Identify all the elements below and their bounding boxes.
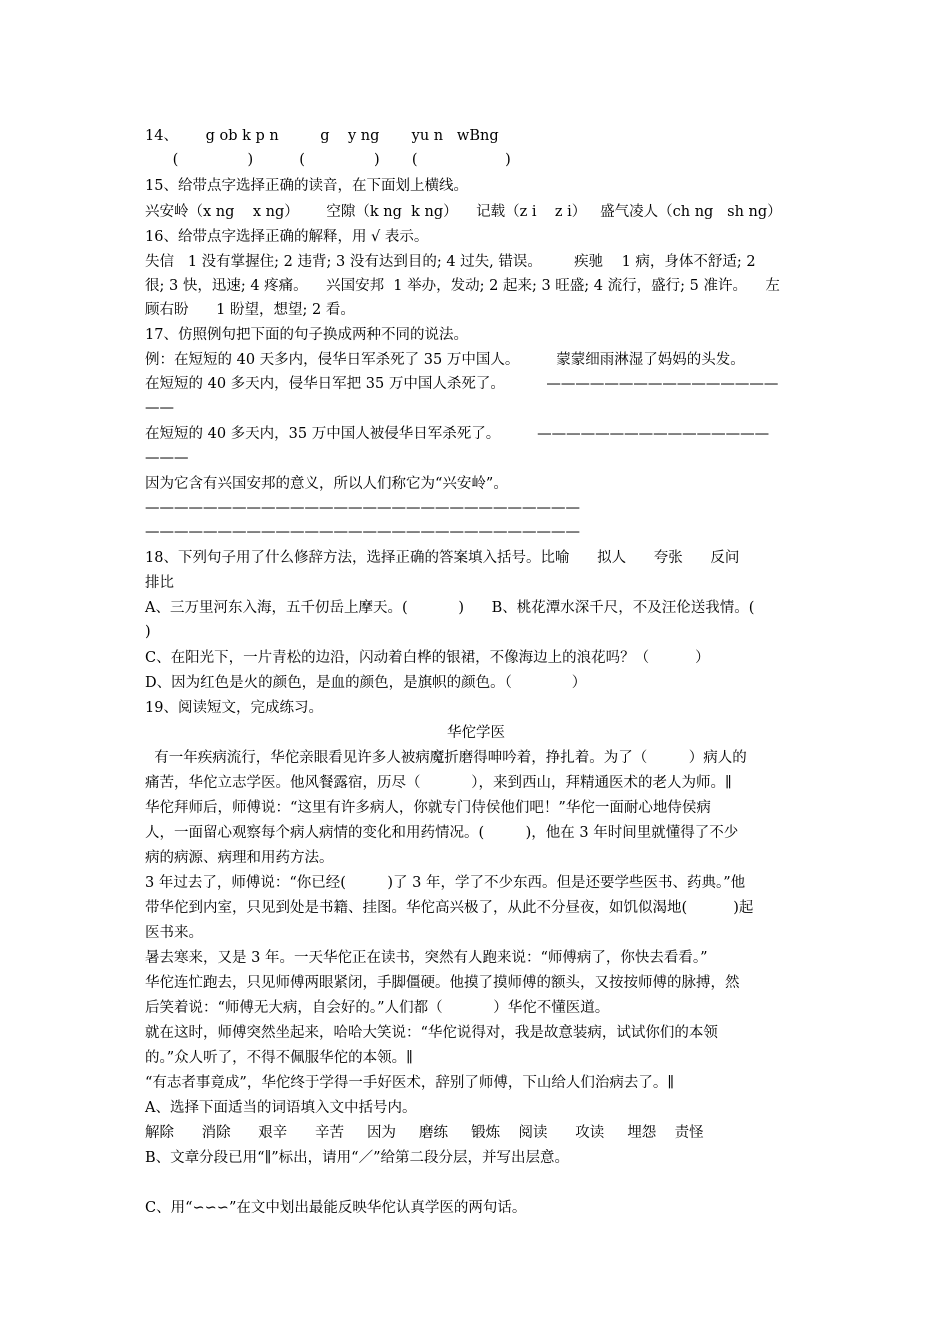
q17-answer1-cont: —— bbox=[145, 400, 174, 416]
story-para1-line1: 有一年疾病流行，华佗亲眼看见许多人被病魔折磨得呻吟着，挣扎着。为了（ ）病人的 bbox=[145, 750, 747, 766]
q17-answer2: 在短短的 40 多天内，35 万中国人被侵华日军杀死了。 ———————————————— bbox=[145, 426, 770, 442]
q14-pinyin: 14、 g ob k p n g y ng yu n wBng bbox=[145, 128, 499, 144]
story-para1-line2: 痛苦，华佗立志学医。他风餐露宿，历尽（ ），来到西山，拜精通医术的老人为师。∥ bbox=[145, 775, 732, 791]
story-para1-line3: 华佗拜师后，师傅说：“这里有许多病人，你就专门侍侯他们吧！”华佗一面耐心地侍侯病 bbox=[145, 800, 711, 816]
q19-title: 19、阅读短文，完成练习。 bbox=[145, 700, 323, 716]
question-c: C、用“∽∽∽”在文中划出最能反映华佗认真学医的两句话。 bbox=[145, 1200, 527, 1216]
q18-title: 18、下列句子用了什么修辞方法，选择正确的答案填入括号。比喻 拟人 夸张 反问 bbox=[145, 550, 740, 566]
story-para4-line1: 就在这时，师傅突然坐起来，哈哈大笑说：“华佗说得对，我是故意装病，试试你们的本领 bbox=[145, 1025, 718, 1041]
question-a: A、选择下面适当的词语填入文中括号内。 bbox=[145, 1100, 417, 1116]
story-para3-line3: 后笑着说：“师傅无大病，自会好的。”人们都（ ）华佗不懂医道。 bbox=[145, 1000, 610, 1016]
q16-title: 16、给带点字选择正确的解释，用 √ 表示。 bbox=[145, 229, 429, 245]
q17-blank-line1: —————————————————————————————— bbox=[145, 500, 580, 516]
q14-brackets: ( ) ( ) ( ) bbox=[145, 152, 511, 168]
q16-line2: 很; 3 快，迅速; 4 疼痛。 兴国安邦 1 举办，发动; 2 起来; 3 旺盛; 4 流行，盛行; 5 准许。 左 bbox=[145, 278, 780, 294]
q18-item-b-cont: ) bbox=[145, 624, 151, 640]
q18-item-c: C、在阳光下，一片青松的边沿，闪动着白桦的银裙，不像海边上的浪花吗？（ ） bbox=[145, 650, 710, 666]
story-para1-line4: 人，一面留心观察每个病人病情的变化和用药情况。( )，他在 3 年时间里就懂得了不少 bbox=[145, 825, 739, 841]
q16-line3: 顾右盼 1 盼望，想望; 2 看。 bbox=[145, 302, 355, 318]
story-para2-line2: 带华佗到内室，只见到处是书籍、挂图。华佗高兴极了，从此不分昼夜，如饥似渴地( )起 bbox=[145, 900, 754, 916]
q15-items: 兴安岭（x ng x ng） 空隙（k ng k ng） 记载（z i z i） 盛气凌人（ch ng sh ng） bbox=[145, 204, 782, 220]
q15-title: 15、给带点字选择正确的读音，在下面划上横线。 bbox=[145, 178, 468, 194]
story-para2-line3: 医书来。 bbox=[145, 925, 203, 941]
q16-line1: 失信 1 没有掌握住; 2 违背; 3 没有达到目的; 4 过失, 错误。 疾驰 1 病，身体不舒适; 2 bbox=[145, 254, 756, 270]
q18-item-d: D、因为红色是火的颜色，是血的颜色，是旗帜的颜色。（ ） bbox=[145, 675, 587, 691]
q17-example: 例：在短短的 40 天多内，侵华日军杀死了 35 万中国人。 蒙蒙细雨淋湿了妈妈的头发。 bbox=[145, 352, 745, 368]
question-b: B、文章分段已用“∥”标出，请用“／”给第二段分层，并写出层意。 bbox=[145, 1150, 570, 1166]
story-para5-line1: “有志者事竟成”，华佗终于学得一手好医术，辞别了师傅，下山给人们治病去了。∥ bbox=[145, 1075, 675, 1091]
q18-item-ab: A、三万里河东入海，五千仞岳上摩天。( ) B、桃花潭水深千尺，不及汪伦送我情。( bbox=[145, 600, 755, 616]
story-title: 华佗学医 bbox=[447, 725, 505, 741]
story-para3-line1: 暑去寒来，又是 3 年。一天华佗正在读书，突然有人跑来说：“师傅病了，你快去看看。” bbox=[145, 950, 708, 966]
q17-answer2-cont: ——— bbox=[145, 450, 189, 466]
story-para2-line1: 3 年过去了，师傅说：“你已经( )了 3 年，学了不少东西。但是还要学些医书、药典。”他 bbox=[145, 875, 746, 891]
story-para4-line2: 的。”众人听了，不得不佩服华佗的本领。∥ bbox=[145, 1050, 413, 1066]
story-para3-line2: 华佗连忙跑去，只见师傅两眼紧闭，手脚僵硬。他摸了摸师傅的额头，又按按师傅的脉搏，然 bbox=[145, 975, 740, 991]
story-para1-line5: 病的病源、病理和用药方法。 bbox=[145, 850, 334, 866]
q17-blank-line2: —————————————————————————————— bbox=[145, 524, 580, 540]
question-a-word-bank: 解除 消除 艰辛 辛苦 因为 磨练 锻炼 阅读 攻读 埋怨 责怪 bbox=[145, 1125, 704, 1141]
q17-title: 17、仿照例句把下面的句子换成两种不同的说法。 bbox=[145, 327, 468, 343]
q17-answer1: 在短短的 40 多天内，侵华日军把 35 万中国人杀死了。 ———————————————— bbox=[145, 376, 779, 392]
q18-title-cont: 排比 bbox=[145, 575, 174, 591]
q17-question3: 因为它含有兴国安邦的意义，所以人们称它为“兴安岭”。 bbox=[145, 476, 508, 492]
